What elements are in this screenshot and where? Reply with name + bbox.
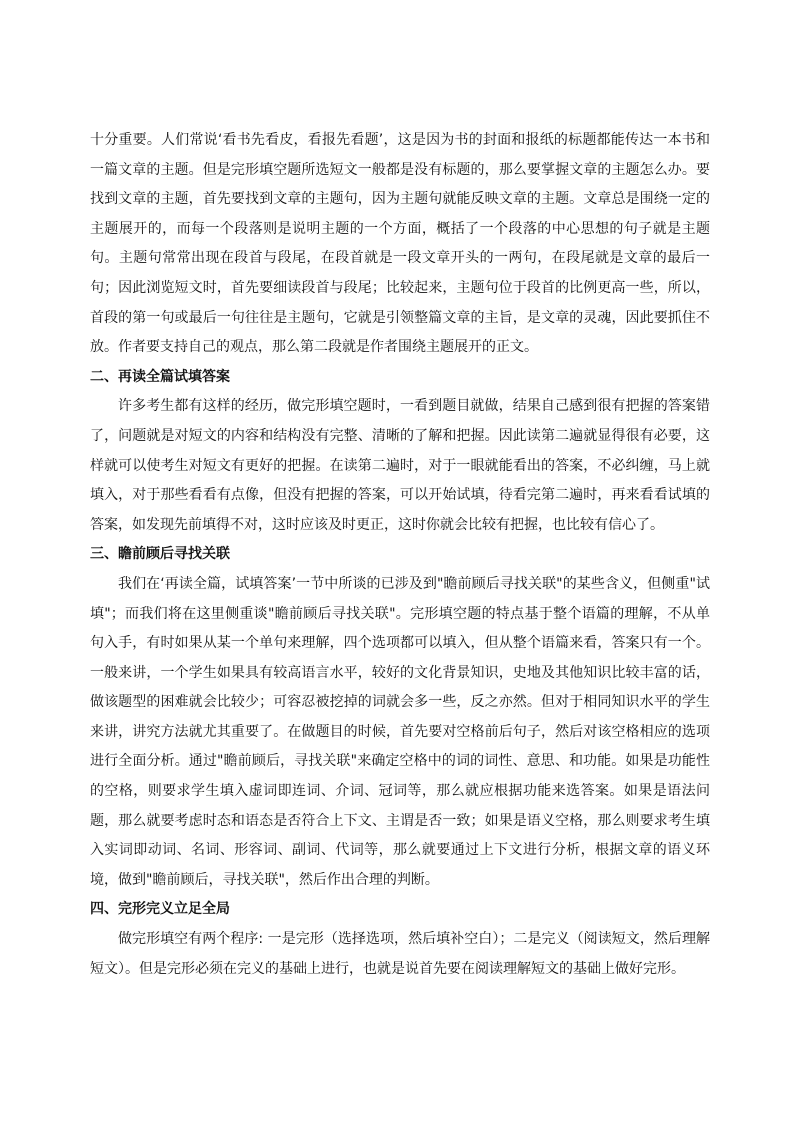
section-heading: 四、完形完义立足全局 (90, 901, 230, 918)
body-paragraph: 许多考生都有这样的经历，做完形填空题时，一看到题目就做，结果自己感到很有把握的答案错了，问题就是对短文的内容和结构没有完整、清晰的了解和把握。因此读第二遍就显得很有必要，这样就可以使考生对短文有更好的把握。在读第二遍时，对于一眼就能看出的答案，不必纠缠，马上就填入，对于那些看看有点像，但没有把握的答案，可以开始试填，待看完第二遍时，再来看看试填的答案，如发现先前填得不对，这时应该及时更正，这时你就会比较有把握，也比较有信心了。 (90, 398, 710, 533)
body-paragraph: 做完形填空有两个程序: 一是完形（选择选项，然后填补空白）；二是完义（阅读短文，然后理解短文）。但是完形必须在完义的基础上进行，也就是说首先要在阅读理解短文的基础上做好完形。 (90, 931, 710, 977)
section-heading: 三、瞻前顾后寻找关联 (90, 546, 230, 563)
body-paragraph: 十分重要。人们常说‘看书先看皮，看报先看题’，这是因为书的封面和报纸的标题都能传达一本书和一篇文章的主题。但是完形填空题所选短文一般都是没有标题的，那么要掌握文章的主题怎么办。要找到文章的主题，首先要找到文章的主题句，因为主题句就能反映文章的主题。文章总是围绕一定的主题展开的，而每一个段落则是说明主题的一个方面，概括了一个段落的中心思想的句子就是主题句。主题句常常出现在段首与段尾，在段首就是一段文章开头的一两句，在段尾就是文章的最后一句；因此浏览短文时，首先要细读段首与段尾；比较起来，主题句位于段首的比例更高一些，所以，首段的第一句或最后一句往往是主题句，它就是引领整篇文章的主旨，是文章的灵魂，因此要抓住不放。作者要支持自己的观点，那么第二段就是作者围绕主题展开的正文。 (90, 132, 710, 356)
body-paragraph: 我们在‘再读全篇，试填答案’一节中所谈的已涉及到"瞻前顾后寻找关联"的某些含义，但侧重"试填"；而我们将在这里侧重谈"瞻前顾后寻找关联"。完形填空题的特点基于整个语篇的理解，不从单句入手，有时如果从某一个单句来理解，四个选项都可以填入，但从整个语篇来看，答案只有一个。一般来讲，一个学生如果具有较高语言水平，较好的文化背景知识，史地及其他知识比较丰富的话，做该题型的困难就会比较少；可容忍被挖掉的词就会多一些，反之亦然。但对于相同知识水平的学生来讲，讲究方法就尤其重要了。在做题目的时候，首先要对空格前后句子，然后对该空格相应的选项进行全面分析。通过"瞻前顾后，寻找关联"来确定空格中的词的词性、意思、和功能。如果是功能性的空格，则要求学生填入虚词即连词、介词、冠词等，那么就应根据功能来选答案。如果是语法问题，那么就要考虑时态和语态是否符合上下文、主谓是否一致；如果是语义空格，那么则要求考生填入实词即动词、名词、形容词、副词、代词等，那么就要通过上下文进行分析，根据文章的语义环境，做到"瞻前顾后，寻找关联"，然后作出合理的判断。 (90, 575, 710, 888)
section-heading: 二、再读全篇试填答案 (90, 368, 230, 385)
document-page (90, 126, 710, 984)
